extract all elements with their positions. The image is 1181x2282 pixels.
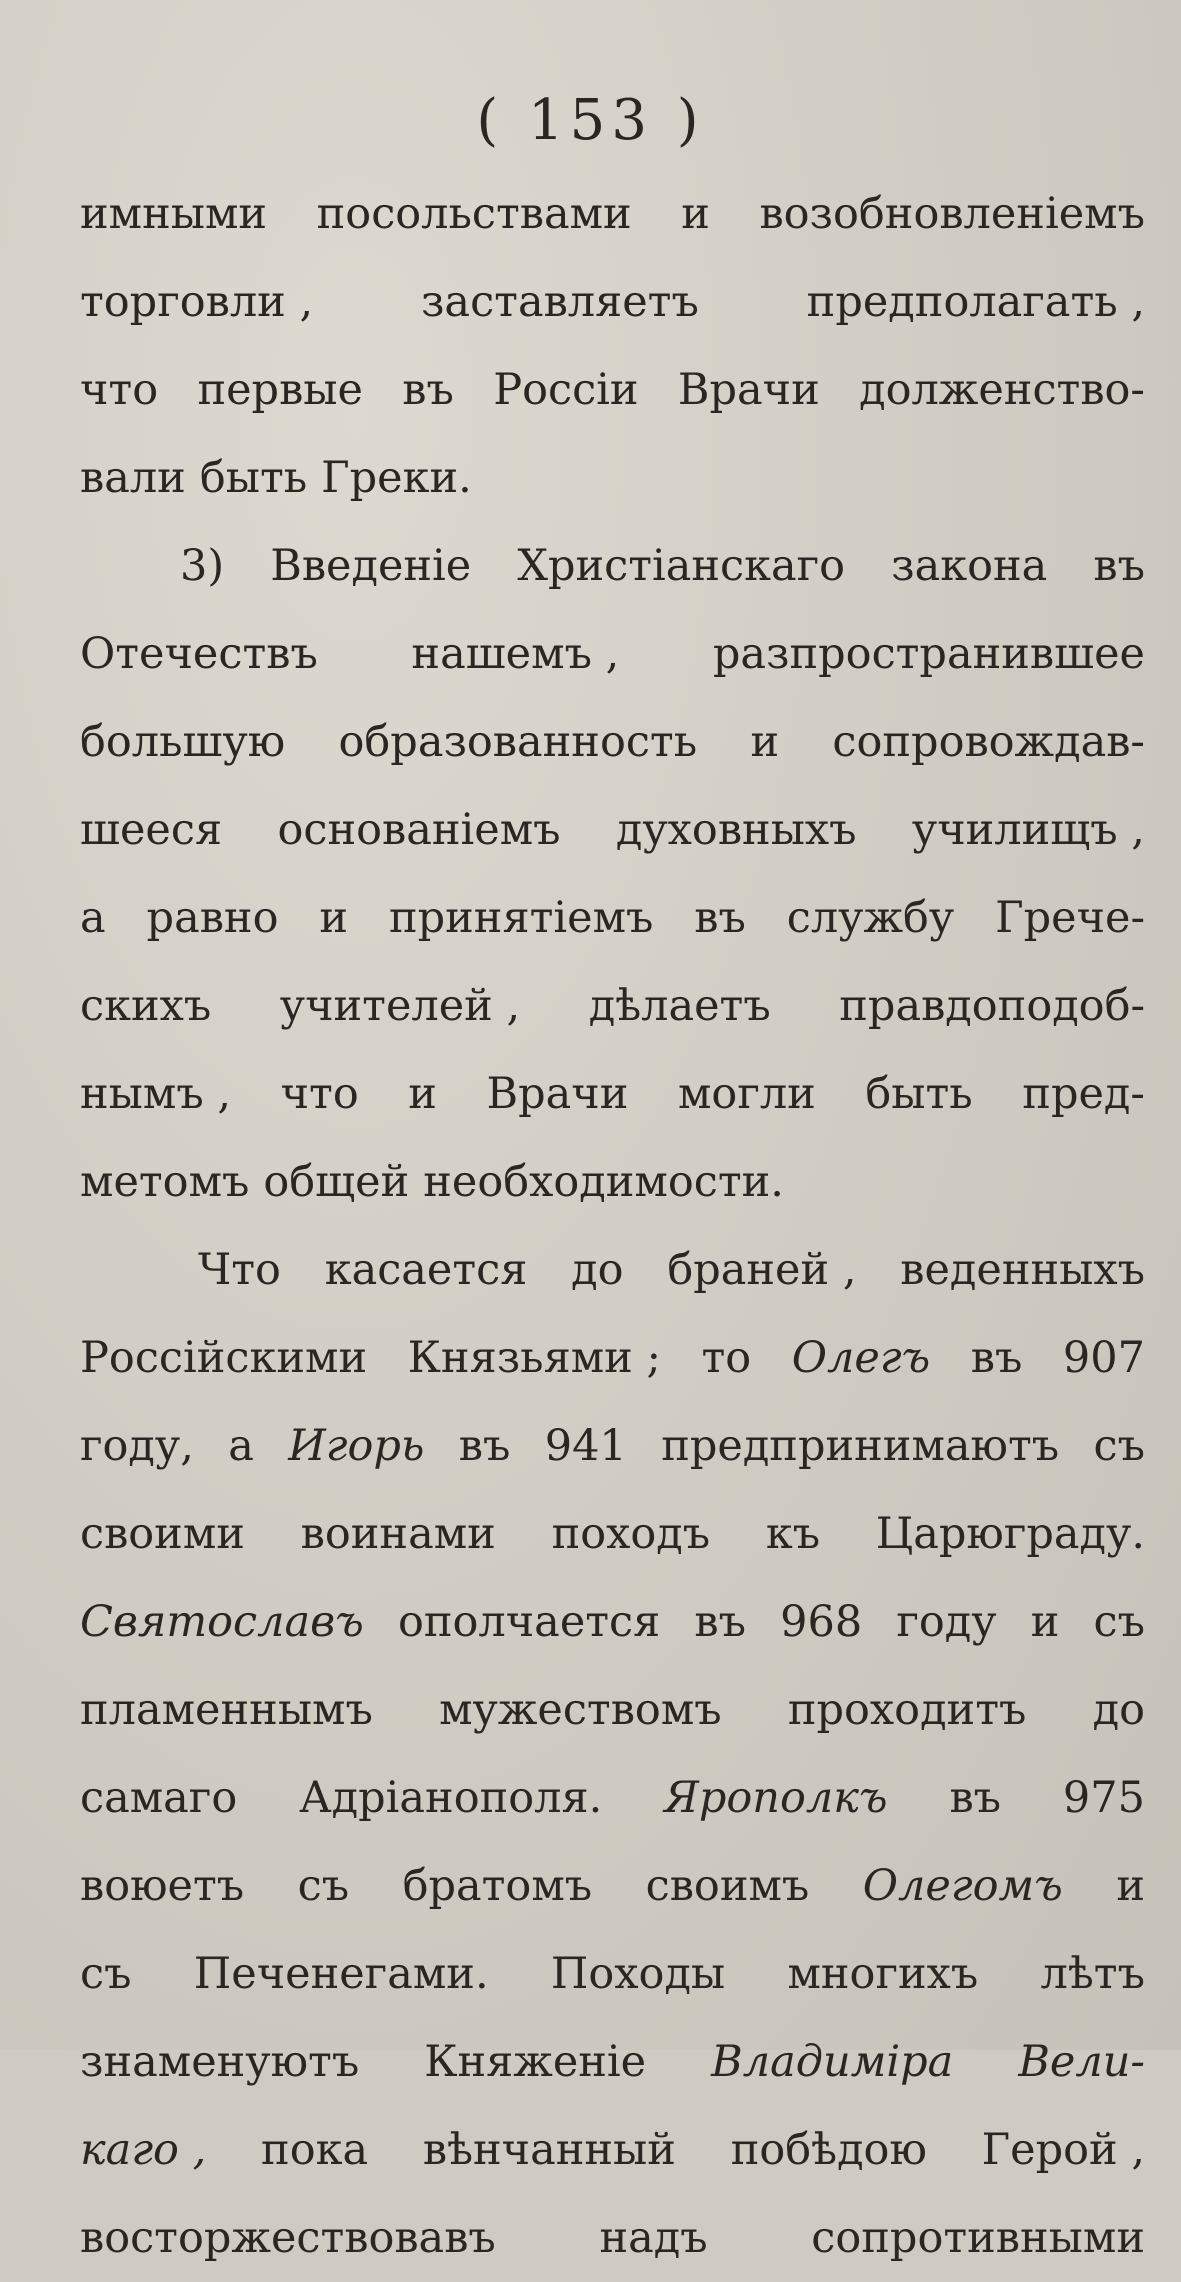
word: необходимости. (423, 1157, 784, 1207)
text-line (80, 698, 1145, 786)
word: году (896, 1597, 997, 1647)
text-line (80, 170, 1145, 258)
word: дѣлаетъ (588, 981, 771, 1031)
word: пока (261, 2125, 369, 2175)
word: правдоподоб- (839, 981, 1145, 1031)
word: Ярополкъ (664, 1773, 888, 1823)
word: воинами (300, 1509, 496, 1559)
word: торговли , (80, 277, 314, 327)
page-body (80, 170, 1145, 2282)
word: Отечествъ (80, 629, 318, 679)
word: долженство- (859, 365, 1145, 415)
word: восторжествовавъ (80, 2213, 496, 2263)
word: Олегомъ (862, 1861, 1063, 1911)
word: веденныхъ (900, 1245, 1145, 1295)
word: въ (949, 1773, 1002, 1823)
word: предполагать , (806, 277, 1145, 327)
word: 968 (780, 1597, 863, 1647)
text-line (80, 1930, 1145, 2018)
word: имными (80, 189, 268, 239)
text-line (80, 1754, 1145, 1842)
word: шееся (80, 805, 223, 855)
word: съ (297, 1861, 350, 1911)
word: съ (80, 1949, 132, 1999)
word: 907 (1062, 1333, 1145, 1383)
word: ополчается (398, 1597, 661, 1647)
word: сопровождав- (832, 717, 1145, 767)
text-line (80, 2018, 1145, 2106)
word: могли (677, 1069, 816, 1119)
word: быть (199, 453, 308, 503)
word: касается (324, 1245, 528, 1295)
word: то (701, 1333, 752, 1383)
word: многихъ (787, 1949, 979, 1999)
word: Печенегами. (193, 1949, 489, 1999)
word: закона (891, 541, 1048, 591)
word: основаніемъ (277, 805, 561, 855)
word: Игорь (288, 1421, 425, 1471)
word: каго , (80, 2125, 207, 2175)
word: учителей , (279, 981, 521, 1031)
word: 941 (544, 1421, 627, 1471)
word: Врачи (677, 365, 820, 415)
text-line (80, 1490, 1145, 1578)
word: надъ (599, 2213, 708, 2263)
text-line (80, 2106, 1145, 2194)
word: походъ (551, 1509, 711, 1559)
word: братомъ (402, 1861, 593, 1911)
text-line (80, 1050, 1145, 1138)
word: съ (1093, 1421, 1145, 1471)
word: въ (694, 893, 746, 943)
text-line (80, 874, 1145, 962)
word: Греки. (321, 453, 472, 503)
word: Князьями ; (407, 1333, 661, 1383)
word: своимъ (645, 1861, 810, 1911)
text-line (80, 786, 1145, 874)
text-line (80, 1226, 1145, 1314)
word: предпринимаютъ (661, 1421, 1060, 1471)
text-line (80, 258, 1145, 346)
word: Грече- (995, 893, 1145, 943)
word: что (80, 365, 159, 415)
word: до (571, 1245, 624, 1295)
word: до (1092, 1685, 1145, 1735)
text-line (80, 1138, 1145, 1226)
word: принятіемъ (388, 893, 654, 943)
word: первые (197, 365, 363, 415)
text-line (80, 1666, 1145, 1754)
word: сопротивными (811, 2213, 1145, 2263)
word: воюетъ (80, 1861, 245, 1911)
word: службу (786, 893, 955, 943)
word: въ (694, 1597, 746, 1647)
word: лѣтъ (1040, 1949, 1145, 1999)
word: Олегъ (791, 1333, 931, 1383)
word: съ (1093, 1597, 1145, 1647)
word: Введеніе (270, 541, 472, 591)
word: общей (263, 1157, 410, 1207)
word: къ (765, 1509, 821, 1559)
page-number: ( 153 ) (476, 88, 705, 153)
word: Царюграду. (875, 1509, 1145, 1559)
text-line (80, 1578, 1145, 1666)
word: въ (402, 365, 454, 415)
word: году, (80, 1421, 194, 1471)
word: 975 (1062, 1773, 1145, 1823)
word: Походы (550, 1949, 726, 1999)
word: мужествомъ (439, 1685, 722, 1735)
word: заставляетъ (420, 277, 699, 327)
word: и (1030, 1597, 1060, 1647)
word: Врачи (486, 1069, 629, 1119)
word: 3) (180, 541, 225, 591)
word: Вели- (1018, 2037, 1145, 2087)
word: самаго (80, 1773, 238, 1823)
word: Владиміра (711, 2037, 954, 2087)
word: духовныхъ (615, 805, 857, 855)
word: возобновленіемъ (759, 189, 1145, 239)
word: и (319, 893, 349, 943)
word: посольствами (316, 189, 632, 239)
word: что (280, 1069, 359, 1119)
word: въ (970, 1333, 1023, 1383)
text-line (80, 346, 1145, 434)
word: Адріанополя. (299, 1773, 603, 1823)
word: быть (865, 1069, 973, 1119)
text-line (80, 1402, 1145, 1490)
word: скихъ (80, 981, 212, 1031)
word: знаменуютъ (80, 2037, 360, 2087)
word: а (80, 893, 106, 943)
text-line (80, 522, 1145, 610)
word: и (681, 189, 710, 239)
word: метомъ (80, 1157, 250, 1207)
text-line (80, 610, 1145, 698)
word: большую (80, 717, 286, 767)
word: равно (146, 893, 279, 943)
word: вѣнчанный (422, 2125, 676, 2175)
word: а (228, 1421, 254, 1471)
word: браней , (667, 1245, 857, 1295)
word: пламеннымъ (80, 1685, 373, 1735)
text-line (80, 1842, 1145, 1930)
word: въ (458, 1421, 511, 1471)
word: Христіанскаго (517, 541, 846, 591)
word: образованность (338, 717, 698, 767)
word: побѣдою (730, 2125, 927, 2175)
word: Святославъ (80, 1597, 364, 1647)
word: Россіи (493, 365, 639, 415)
word: нашемъ , (411, 629, 620, 679)
word: вали (80, 453, 186, 503)
word: пред- (1022, 1069, 1145, 1119)
word: и (408, 1069, 437, 1119)
word: Что (198, 1245, 281, 1295)
word: нымъ , (80, 1069, 232, 1119)
word: училищъ , (911, 805, 1145, 855)
text-line (80, 1314, 1145, 1402)
text-line (80, 2194, 1145, 2282)
word: и (750, 717, 780, 767)
word: Княженіе (424, 2037, 647, 2087)
text-line (80, 962, 1145, 1050)
word: Россійскими (80, 1333, 368, 1383)
word: своими (80, 1509, 245, 1559)
word: проходитъ (787, 1685, 1027, 1735)
word: въ (1093, 541, 1145, 591)
text-line (80, 434, 1145, 522)
word: и (1116, 1861, 1145, 1911)
word: Герой , (981, 2125, 1145, 2175)
word: разпространившее (712, 629, 1145, 679)
